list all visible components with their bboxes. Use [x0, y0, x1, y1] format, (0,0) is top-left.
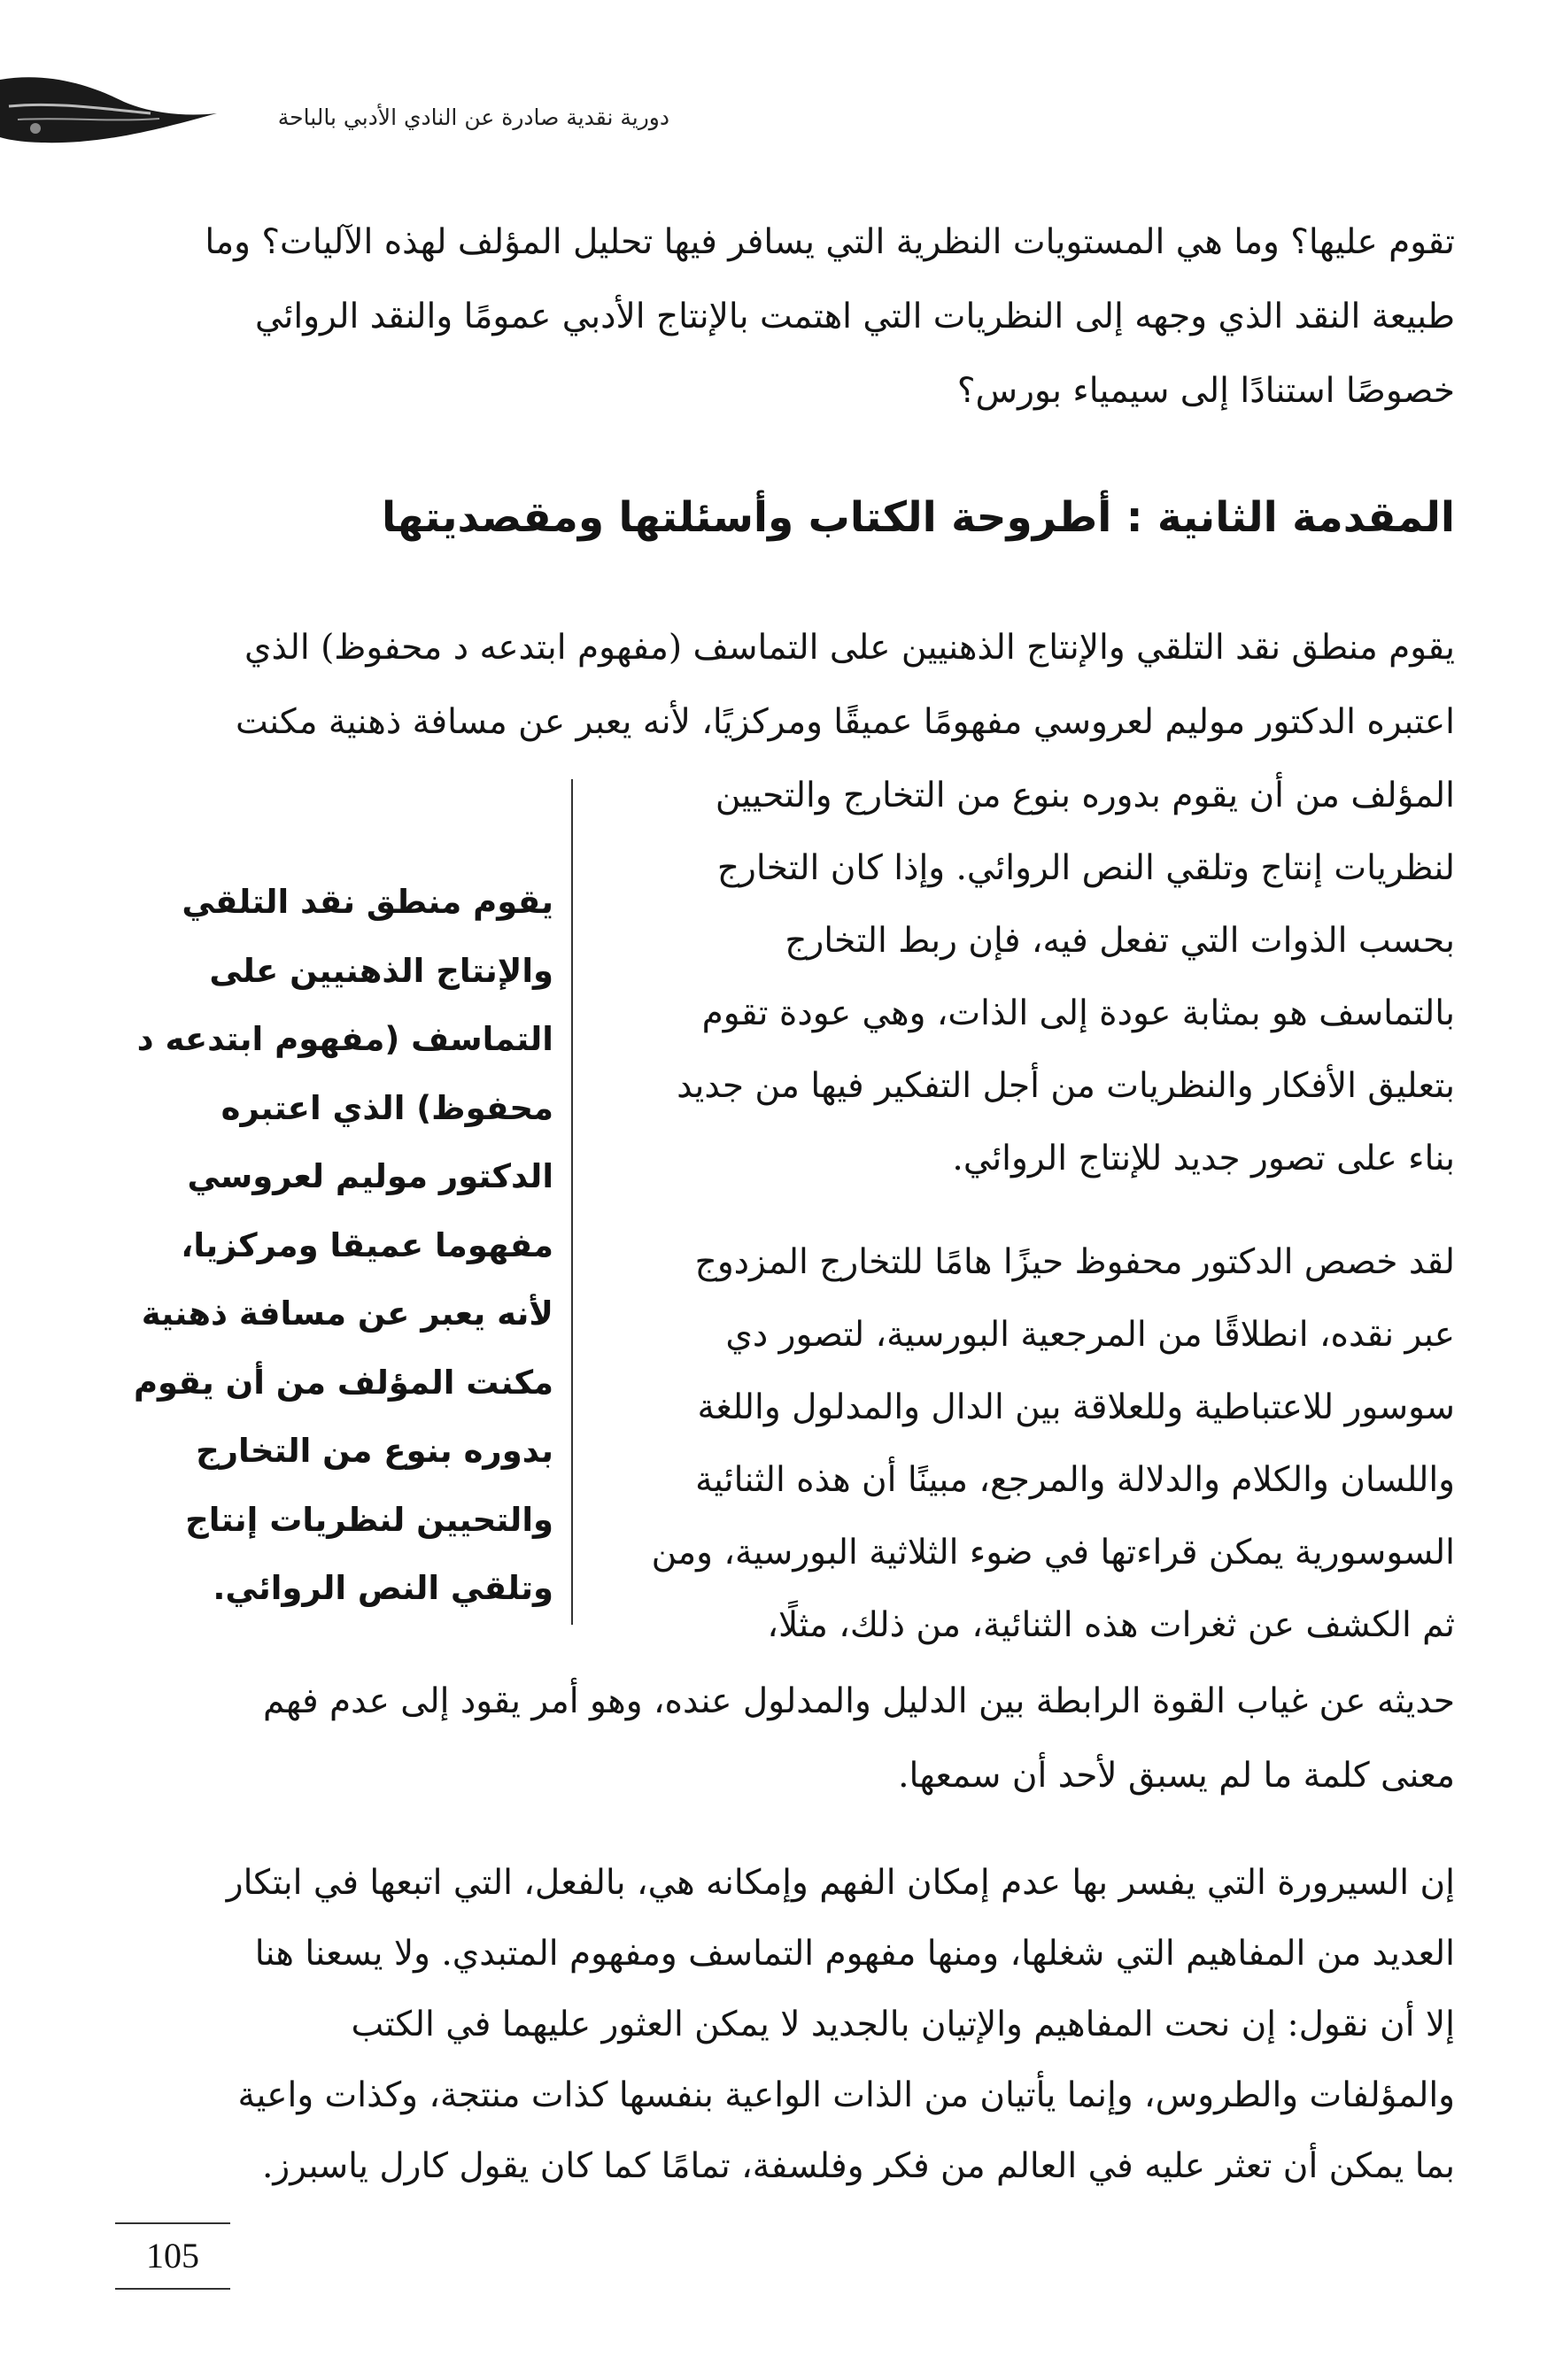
pull-quote-line: الدكتور موليم لعروسي: [187, 1157, 553, 1195]
text-line: خصوصًا استنادًا إلى سيمياء بورس؟: [956, 371, 1455, 411]
footer-rule-top: [115, 2222, 230, 2224]
text-line: السوسورية يمكن قراءتها في ضوء الثلاثية البورسية، ومن: [651, 1533, 1455, 1572]
text-line: عبر نقده، انطلاقًا من المرجعية البورسية، لتصور دي: [725, 1315, 1455, 1355]
text-line: تقوم عليها؟ وما هي المستويات النظرية التي يسافر فيها تحليل المؤلف لهذه الآليات؟ وما: [205, 222, 1455, 262]
section-heading: المقدمة الثانية : أطروحة الكتاب وأسئلتها ومقصديتها: [382, 493, 1455, 542]
paragraph-1-wide: [100, 611, 1455, 760]
text-line: بالتماسف هو بمثابة عودة إلى الذات، وهي عودة تقوم: [701, 993, 1455, 1033]
pull-quote-line: وتلقي النص الروائي.: [213, 1569, 553, 1607]
text-line: بحسب الذوات التي تفعل فيه، فإن ربط التخارج: [785, 921, 1455, 961]
pull-quote-line: يقوم منطق نقد التلقي: [182, 883, 553, 921]
text-line: اعتبره الدكتور موليم لعروسي مفهومًا عميقًا ومركزيًا، لأنه يعبر عن مسافة ذهنية مكنت: [235, 702, 1455, 742]
pull-quote-line: والإنتاج الذهنيين على: [209, 951, 553, 990]
text-line: سوسور للاعتباطية وللعلاقة بين الدال والمدلول واللغة: [697, 1387, 1455, 1427]
paragraph-2-column: [605, 1226, 1455, 1662]
text-line: لنظريات إنتاج وتلقي النص الروائي. وإذا كان التخارج: [716, 848, 1455, 888]
pull-quote-line: مفهوما عميقا ومركزيا،: [181, 1225, 553, 1264]
pull-quote-line: محفوظ) الذي اعتبره: [220, 1088, 553, 1127]
text-line: معنى كلمة ما لم يسبق لأحد أن سمعها.: [898, 1756, 1455, 1796]
pull-quote-line: التماسف (مفهوم ابتدعه د: [136, 1020, 553, 1058]
footer-rule-bottom: [115, 2288, 230, 2290]
column-divider: [571, 779, 573, 1625]
page-number: 105: [146, 2236, 199, 2276]
paragraph-3: [100, 1848, 1455, 2202]
paragraph-2-wide: [100, 1665, 1455, 1813]
text-line: إن السيرورة التي يفسر بها عدم إمكان الفهم وإمكانه هي، بالفعل، التي اتبعها في ابتكار: [226, 1863, 1455, 1903]
text-line: طبيعة النقد الذي وجهه إلى النظريات التي اهتمت بالإنتاج الأدبي عمومًا والنقد الروائي: [255, 297, 1455, 336]
pull-quote-line: لأنه يعبر عن مسافة ذهنية: [141, 1294, 553, 1333]
text-line: إلا أن نقول: إن نحت المفاهيم والإتيان بالجديد لا يمكن العثور عليهما في الكتب: [351, 2005, 1455, 2044]
text-line: والمؤلفات والطروس، وإنما يأتيان من الذات الواعية بنفسها كذات منتجة، وكذات واعية: [237, 2075, 1455, 2115]
intro-paragraph: [100, 205, 1455, 429]
text-line: بما يمكن أن تعثر عليه في العالم من فكر وفلسفة، تمامًا كما كان يقول كارل ياسبرز.: [261, 2146, 1455, 2186]
text-line: بتعليق الأفكار والنظريات من أجل التفكير فيها من جديد: [677, 1066, 1455, 1106]
quill-logo-icon: [0, 53, 217, 159]
pull-quote-line: مكنت المؤلف من أن يقوم: [133, 1363, 553, 1402]
text-line: لقد خصص الدكتور محفوظ حيزًا هامًا للتخارج المزدوج: [694, 1242, 1455, 1282]
text-line: واللسان والكلام والدلالة والمرجع، مبينًا أن هذه الثنائية: [695, 1460, 1455, 1500]
journal-header: دورية نقدية صادرة عن النادي الأدبي بالباحة: [277, 104, 669, 130]
text-line: العديد من المفاهيم التي شغلها، ومنها مفهوم التماسف ومفهوم المتبدي. ولا يسعنا هنا: [254, 1934, 1455, 1974]
paragraph-1-column: [605, 760, 1455, 1195]
pull-quote-line: بدوره بنوع من التخارج: [196, 1432, 553, 1470]
text-line: بناء على تصور جديد للإنتاج الروائي.: [952, 1139, 1455, 1178]
text-line: ثم الكشف عن ثغرات هذه الثنائية، من ذلك، مثلًا،: [767, 1605, 1455, 1645]
pull-quote: [115, 868, 553, 1623]
text-line: حديثه عن غياب القوة الرابطة بين الدليل والمدلول عنده، وهو أمر يقود إلى عدم فهم: [263, 1681, 1455, 1721]
pull-quote-line: والتحيين لنظريات إنتاج: [185, 1500, 553, 1539]
text-line: يقوم منطق نقد التلقي والإنتاج الذهنيين على التماسف (مفهوم ابتدعه د محفوظ) الذي: [244, 628, 1455, 668]
text-line: المؤلف من أن يقوم بدوره بنوع من التخارج والتحيين: [715, 776, 1455, 815]
